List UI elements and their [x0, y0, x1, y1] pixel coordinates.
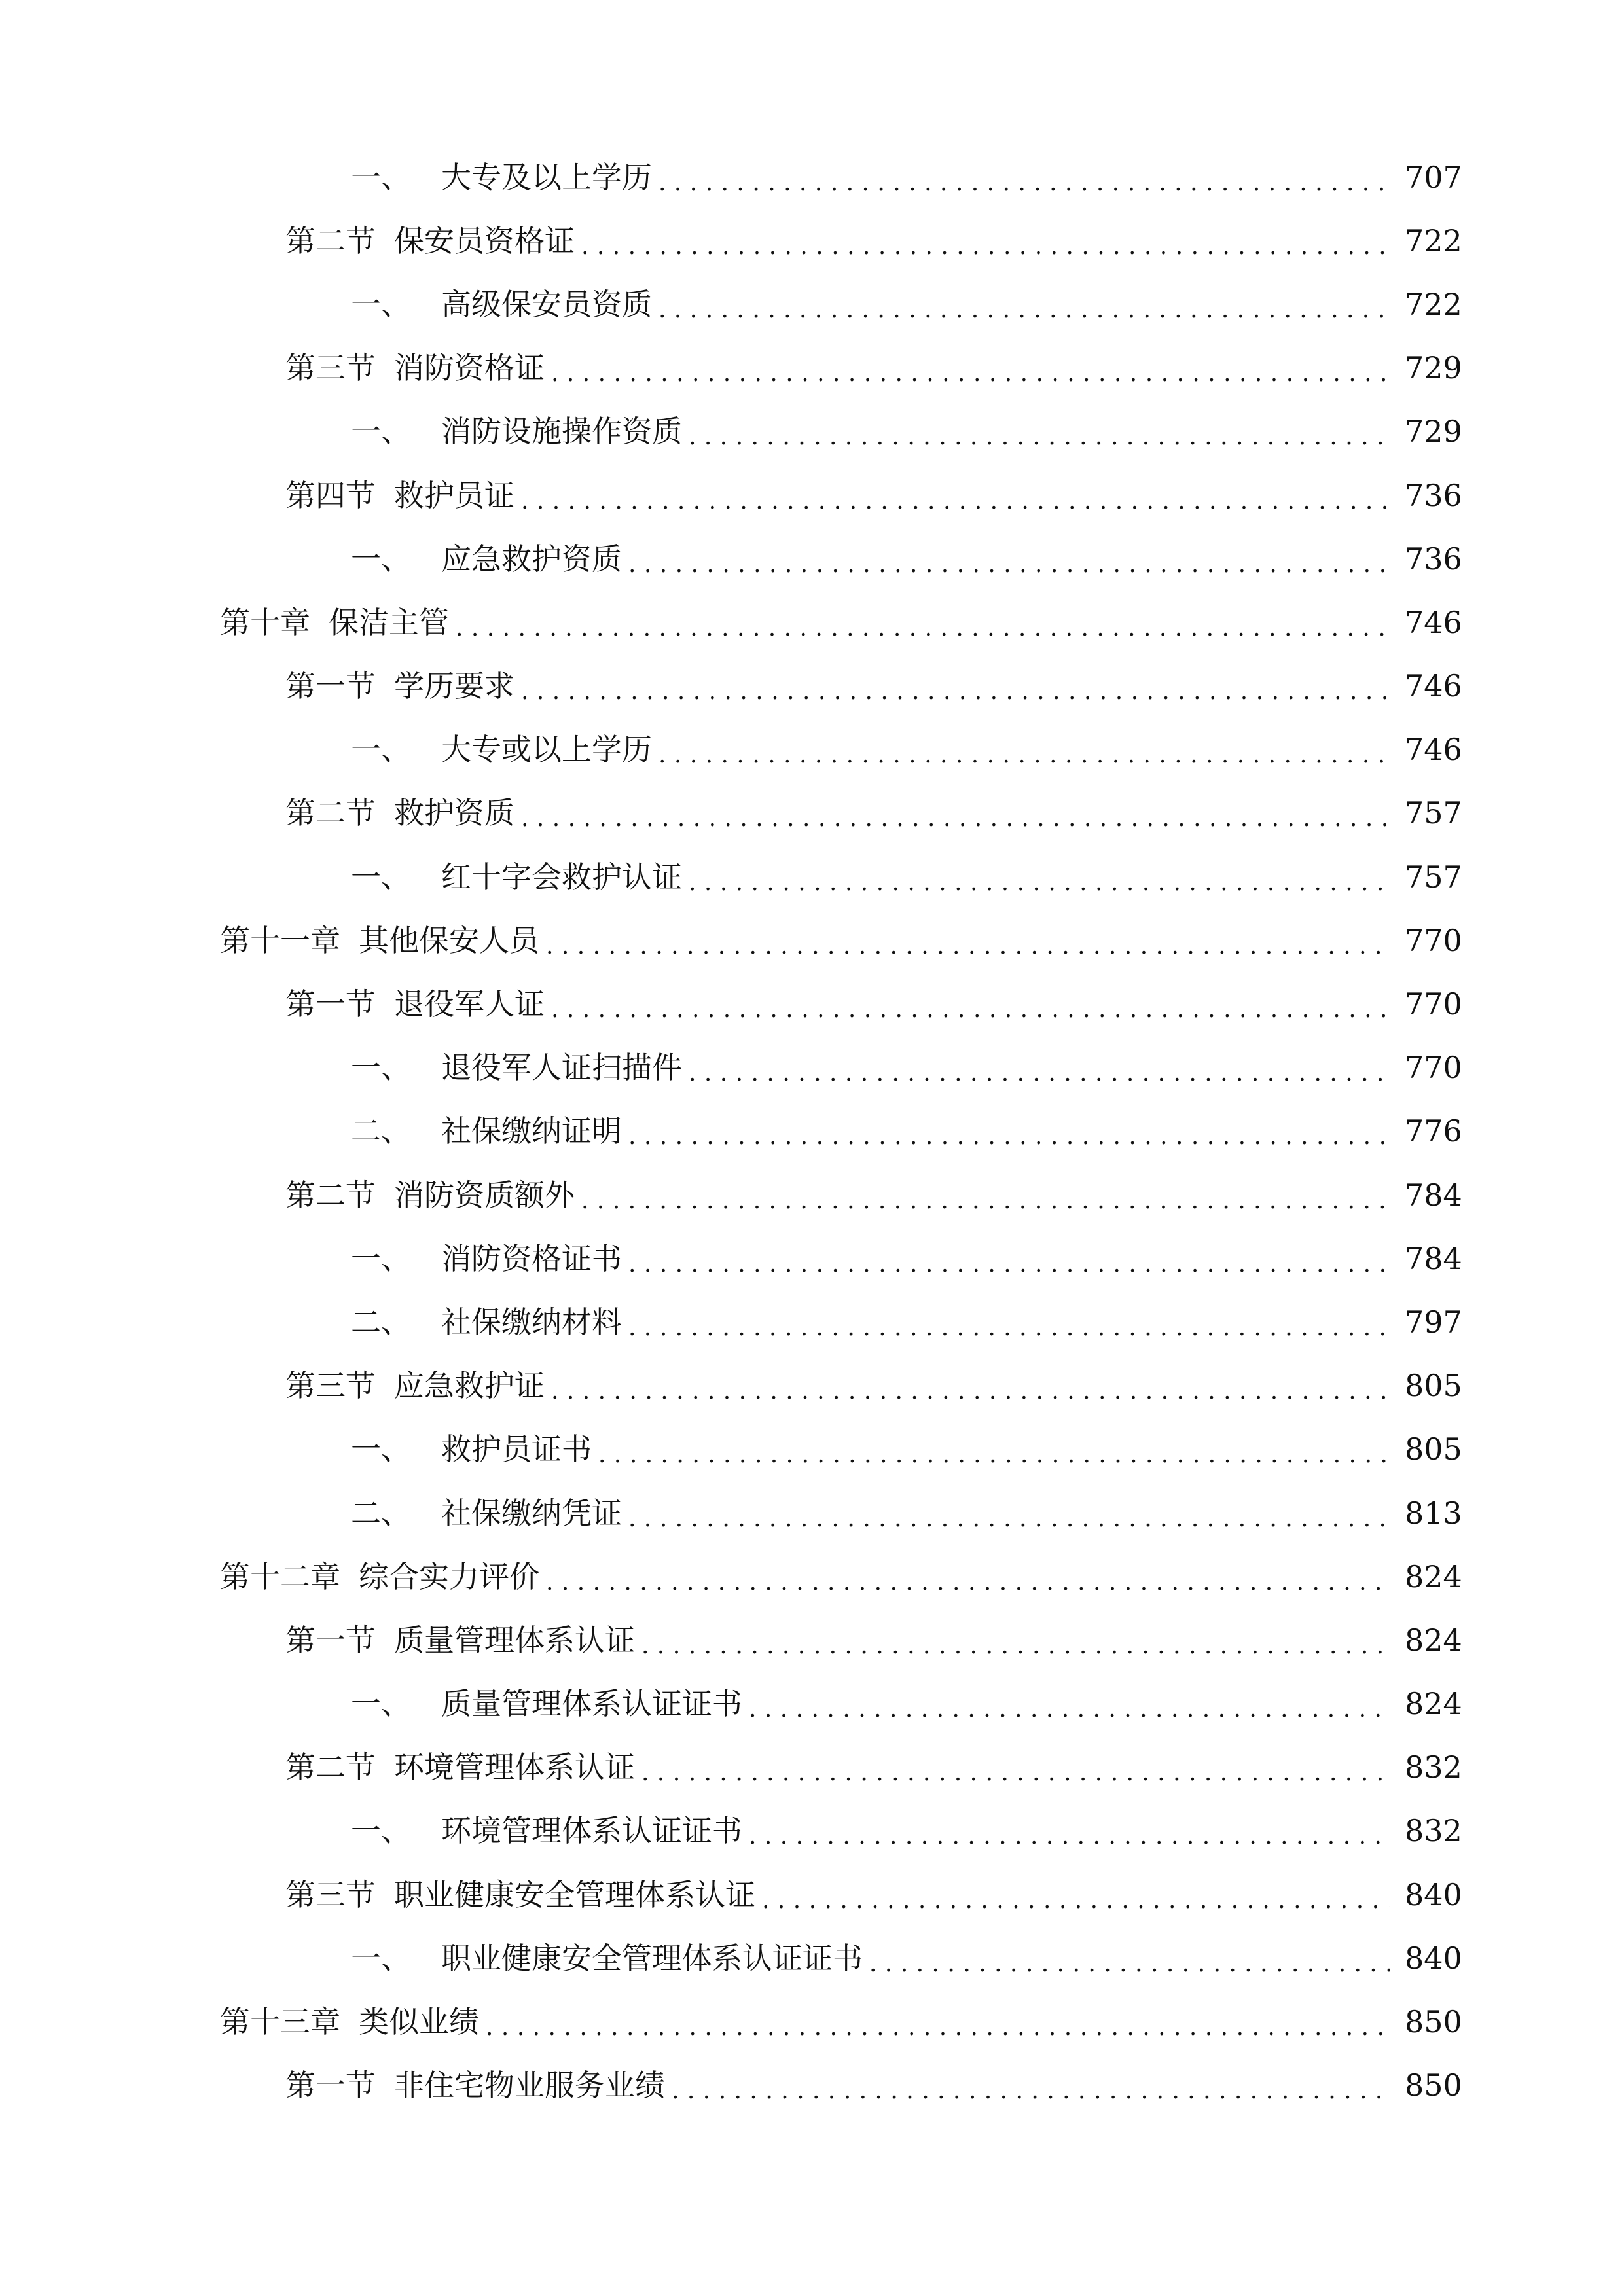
toc-entry[interactable] — [0, 1863, 1624, 1926]
toc-entry[interactable] — [0, 1672, 1624, 1736]
dot-leader — [628, 1246, 1390, 1276]
toc-entry-title: 环境管理体系认证证书 — [441, 1813, 742, 1849]
dot-leader — [551, 1373, 1390, 1403]
toc-entry-number: 第四节 — [285, 477, 376, 513]
dot-leader — [628, 1310, 1390, 1340]
toc-entry-title: 救护员证书 — [441, 1431, 592, 1467]
dot-leader — [521, 800, 1390, 831]
dot-leader — [659, 292, 1390, 322]
toc-entry-page-number: 729 — [1405, 350, 1462, 386]
toc-entry-title: 社保缴纳证明 — [441, 1113, 622, 1149]
toc-entry-page-number: 722 — [1405, 223, 1462, 259]
toc-entry-page-number: 776 — [1405, 1113, 1462, 1149]
toc-entry-number: 一、 — [351, 1940, 411, 1976]
toc-entry[interactable] — [0, 400, 1624, 463]
dot-leader — [659, 165, 1390, 195]
dot-leader — [749, 1818, 1390, 1848]
toc-entry-page-number: 746 — [1405, 732, 1462, 768]
toc-entry-number: 一、 — [351, 1050, 411, 1086]
toc-entry[interactable] — [0, 336, 1624, 400]
toc-entry-page-number: 746 — [1405, 604, 1462, 640]
toc-entry[interactable] — [0, 2054, 1624, 2117]
toc-entry-title: 职业健康安全管理体系认证证书 — [441, 1940, 863, 1976]
dot-leader — [628, 1119, 1390, 1149]
dot-leader — [672, 2073, 1390, 2103]
toc-entry[interactable] — [0, 1990, 1624, 2053]
dot-leader — [546, 928, 1390, 958]
dot-leader — [689, 1055, 1390, 1085]
toc-entry-title: 综合实力评价 — [359, 1558, 539, 1594]
toc-entry-page-number: 797 — [1405, 1304, 1462, 1340]
toc-entry[interactable] — [0, 1100, 1624, 1163]
toc-entry-title: 环境管理体系认证 — [394, 1749, 635, 1785]
toc-entry-number: 二、 — [351, 1304, 411, 1340]
toc-entry-page-number: 770 — [1405, 1050, 1462, 1086]
table-of-contents — [0, 145, 1624, 2117]
toc-entry-number: 第十一章 — [220, 922, 340, 958]
toc-entry-number: 一、 — [351, 286, 411, 322]
toc-entry-title: 大专或以上学历 — [441, 732, 652, 768]
dot-leader — [581, 1183, 1390, 1213]
toc-entry-title: 应急救护证 — [394, 1368, 545, 1404]
toc-entry-title: 大专及以上学历 — [441, 159, 652, 195]
dot-leader — [486, 2009, 1390, 2039]
toc-entry-page-number: 757 — [1405, 859, 1462, 895]
dot-leader — [869, 1946, 1390, 1976]
toc-entry-page-number: 805 — [1405, 1368, 1462, 1404]
toc-entry[interactable] — [0, 209, 1624, 272]
toc-entry-page-number: 824 — [1405, 1686, 1462, 1722]
toc-entry[interactable] — [0, 590, 1624, 654]
dot-leader — [456, 610, 1390, 640]
dot-leader — [628, 1501, 1390, 1531]
toc-entry-page-number: 824 — [1405, 1558, 1462, 1594]
toc-entry[interactable] — [0, 908, 1624, 972]
toc-entry-page-number: 832 — [1405, 1749, 1462, 1785]
toc-entry-page-number: 813 — [1405, 1495, 1462, 1531]
toc-entry-number: 第二节 — [285, 1177, 376, 1213]
toc-entry-number: 第三节 — [285, 1876, 376, 1912]
toc-entry-page-number: 770 — [1405, 922, 1462, 958]
toc-entry-number: 第三节 — [285, 350, 376, 386]
toc-entry[interactable] — [0, 1926, 1624, 1990]
toc-entry-number: 第一节 — [285, 668, 376, 704]
toc-entry-page-number: 824 — [1405, 1622, 1462, 1658]
toc-entry-title: 保安员资格证 — [394, 223, 575, 259]
toc-entry-title: 消防资格证书 — [441, 1240, 622, 1276]
toc-entry-page-number: 840 — [1405, 1940, 1462, 1976]
dot-leader — [551, 355, 1390, 386]
toc-entry-page-number: 805 — [1405, 1431, 1462, 1467]
toc-entry-page-number: 757 — [1405, 795, 1462, 831]
toc-entry-number: 二、 — [351, 1495, 411, 1531]
toc-entry[interactable] — [0, 1481, 1624, 1545]
toc-entry-title: 学历要求 — [394, 668, 514, 704]
toc-entry-page-number: 832 — [1405, 1813, 1462, 1849]
toc-entry-page-number: 736 — [1405, 541, 1462, 577]
toc-entry-title: 社保缴纳材料 — [441, 1304, 622, 1340]
toc-entry-page-number: 850 — [1405, 2004, 1462, 2040]
toc-entry-page-number: 770 — [1405, 986, 1462, 1022]
toc-entry-title: 质量管理体系认证 — [394, 1622, 635, 1658]
dot-leader — [521, 673, 1390, 704]
toc-entry-page-number: 736 — [1405, 477, 1462, 513]
toc-entry-number: 第二节 — [285, 1749, 376, 1785]
toc-entry-number: 第十三章 — [220, 2004, 340, 2040]
toc-entry-title: 退役军人证 — [394, 986, 545, 1022]
toc-entry[interactable] — [0, 781, 1624, 845]
toc-entry[interactable] — [0, 1418, 1624, 1481]
toc-entry-title: 退役军人证扫描件 — [441, 1050, 682, 1086]
toc-entry-page-number: 722 — [1405, 286, 1462, 322]
toc-entry-title: 高级保安员资质 — [441, 286, 652, 322]
toc-entry-number: 一、 — [351, 732, 411, 768]
dot-leader — [546, 1564, 1390, 1594]
toc-entry-number: 第三节 — [285, 1368, 376, 1404]
toc-entry-title: 救护资质 — [394, 795, 514, 831]
toc-entry-number: 一、 — [351, 1240, 411, 1276]
toc-entry-number: 二、 — [351, 1113, 411, 1149]
toc-entry-title: 消防资格证 — [394, 350, 545, 386]
toc-entry-title: 类似业绩 — [359, 2004, 479, 2040]
toc-entry-number: 一、 — [351, 859, 411, 895]
toc-entry-number: 第一节 — [285, 986, 376, 1022]
toc-entry[interactable] — [0, 1290, 1624, 1354]
toc-entry-title: 消防设施操作资质 — [441, 414, 682, 450]
toc-entry[interactable] — [0, 527, 1624, 590]
toc-entry[interactable] — [0, 1354, 1624, 1418]
toc-entry-page-number: 746 — [1405, 668, 1462, 704]
dot-leader — [689, 865, 1390, 895]
toc-entry[interactable] — [0, 145, 1624, 209]
toc-entry-title: 红十字会救护认证 — [441, 859, 682, 895]
toc-entry[interactable] — [0, 1799, 1624, 1863]
toc-entry-number: 第二节 — [285, 795, 376, 831]
toc-entry-number: 一、 — [351, 1431, 411, 1467]
toc-entry-number: 第十章 — [220, 604, 310, 640]
dot-leader — [598, 1437, 1390, 1467]
toc-entry-number: 一、 — [351, 414, 411, 450]
dot-leader — [628, 547, 1390, 577]
toc-entry-page-number: 707 — [1405, 159, 1462, 195]
toc-entry-page-number: 784 — [1405, 1240, 1462, 1276]
toc-entry-number: 一、 — [351, 541, 411, 577]
dot-leader — [689, 419, 1390, 449]
toc-entry[interactable] — [0, 463, 1624, 527]
toc-entry-title: 应急救护资质 — [441, 541, 622, 577]
toc-entry[interactable] — [0, 972, 1624, 1035]
toc-entry[interactable] — [0, 655, 1624, 718]
toc-entry[interactable] — [0, 272, 1624, 336]
toc-entry-title: 非住宅物业服务业绩 — [394, 2068, 665, 2104]
toc-entry[interactable] — [0, 1163, 1624, 1227]
toc-entry-page-number: 729 — [1405, 414, 1462, 450]
toc-entry-title: 救护员证 — [394, 477, 514, 513]
toc-entry[interactable] — [0, 845, 1624, 908]
dot-leader — [581, 228, 1390, 259]
toc-entry-page-number: 840 — [1405, 1876, 1462, 1912]
toc-entry-title: 保洁主管 — [329, 604, 449, 640]
toc-entry-number: 一、 — [351, 1686, 411, 1722]
toc-entry-title: 其他保安人员 — [359, 922, 539, 958]
dot-leader — [641, 1755, 1390, 1785]
toc-entry-number: 第十二章 — [220, 1558, 340, 1594]
toc-entry-page-number: 850 — [1405, 2068, 1462, 2104]
toc-entry-number: 第一节 — [285, 2068, 376, 2104]
toc-entry[interactable] — [0, 1545, 1624, 1608]
toc-entry-title: 消防资质额外 — [394, 1177, 575, 1213]
dot-leader — [749, 1691, 1390, 1721]
toc-entry-number: 一、 — [351, 159, 411, 195]
toc-entry[interactable] — [0, 718, 1624, 781]
dot-leader — [762, 1882, 1390, 1912]
toc-entry-title: 社保缴纳凭证 — [441, 1495, 622, 1531]
toc-entry-number: 第一节 — [285, 1622, 376, 1658]
toc-entry-number: 一、 — [351, 1813, 411, 1849]
dot-leader — [641, 1628, 1390, 1658]
toc-entry-page-number: 784 — [1405, 1177, 1462, 1213]
dot-leader — [551, 992, 1390, 1022]
dot-leader — [521, 483, 1390, 513]
toc-entry[interactable] — [0, 1036, 1624, 1100]
toc-entry[interactable] — [0, 1227, 1624, 1290]
toc-entry-title: 职业健康安全管理体系认证 — [394, 1876, 755, 1912]
toc-entry[interactable] — [0, 1736, 1624, 1799]
toc-entry-title: 质量管理体系认证证书 — [441, 1686, 742, 1722]
toc-entry-number: 第二节 — [285, 223, 376, 259]
toc-entry[interactable] — [0, 1608, 1624, 1672]
dot-leader — [659, 737, 1390, 767]
